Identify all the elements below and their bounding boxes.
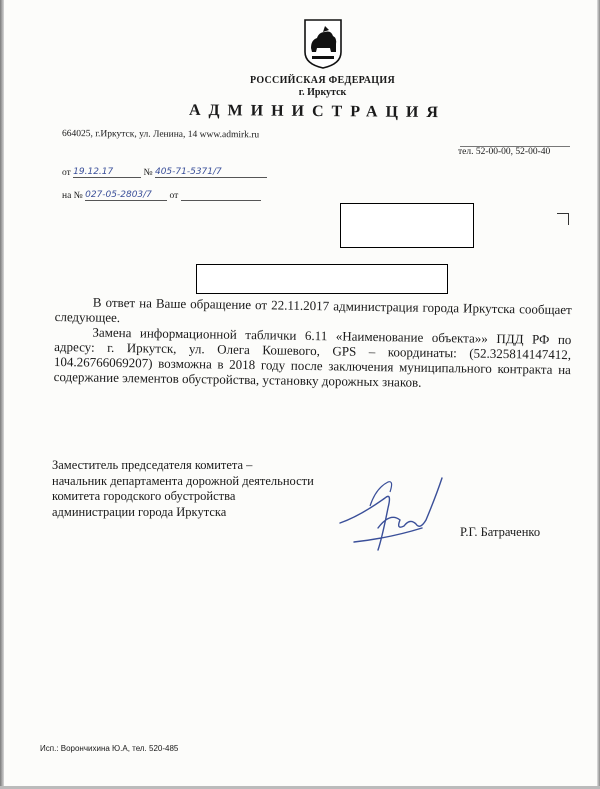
signatory-line-1: Заместитель председателя комитета – [52,458,253,472]
handwritten-signature [330,468,450,558]
letter-body [54,294,572,392]
signatory-name: Р.Г. Батраченко [460,525,541,539]
from-label: от [62,168,71,178]
signatory-line-4: администрации города Иркутска [52,504,227,519]
signatory-title [52,458,314,520]
country-name: РОССИЙСКАЯ ФЕДЕРАЦИЯ [249,75,395,86]
incoming-number: 027-05-2803/7 [85,190,167,201]
body-paragraph-1: В ответ на Ваше обращение от 22.11.2017 администрация города Иркутска сообщает следующее. [54,294,572,326]
incoming-date-blank [181,200,261,201]
executor-line: Исп.: Ворончихина Ю.А, тел. 520-485 [40,744,179,753]
administration-title: АДМИНИСТРАЦИЯ [188,101,447,122]
redacted-address-box [196,264,448,294]
signatory-line-3: комитета городского обустройства [52,489,236,503]
to-number-label: на № [62,191,83,201]
city-name: г. Иркутск [298,87,347,98]
redacted-recipient-box [340,203,474,248]
irkutsk-coat-of-arms-icon [303,18,343,70]
outgoing-date: 19.12.17 [73,167,141,178]
scan-edge-left [0,0,4,789]
outgoing-number: 405-71-5371/7 [155,167,267,178]
address-line: 664025, г.Иркутск, ул. Ленина, 14 www.admirk.ru [61,129,260,141]
signatory-line-2: начальник департамента дорожной деятельности [52,473,314,488]
address-corner-mark [557,213,569,225]
outgoing-reference [62,167,267,178]
body-paragraph-2: Замена информационной таблички 6.11 «Наименование объекта»» ПДД РФ по адресу: г. Иркутск, ул. Олега Кошевого, GPS – координаты: (52.325814147412, 104.26766069207) возможна в 2018 году после заключения муниципального контракта на содержание элементов обустройства, установку дорожных знаков. [53,324,572,390]
incoming-reference [62,190,261,201]
phone-line: тел. 52-00-00, 52-00-40 [458,147,551,157]
to-date-label: от [169,191,179,201]
number-label: № [143,168,153,178]
